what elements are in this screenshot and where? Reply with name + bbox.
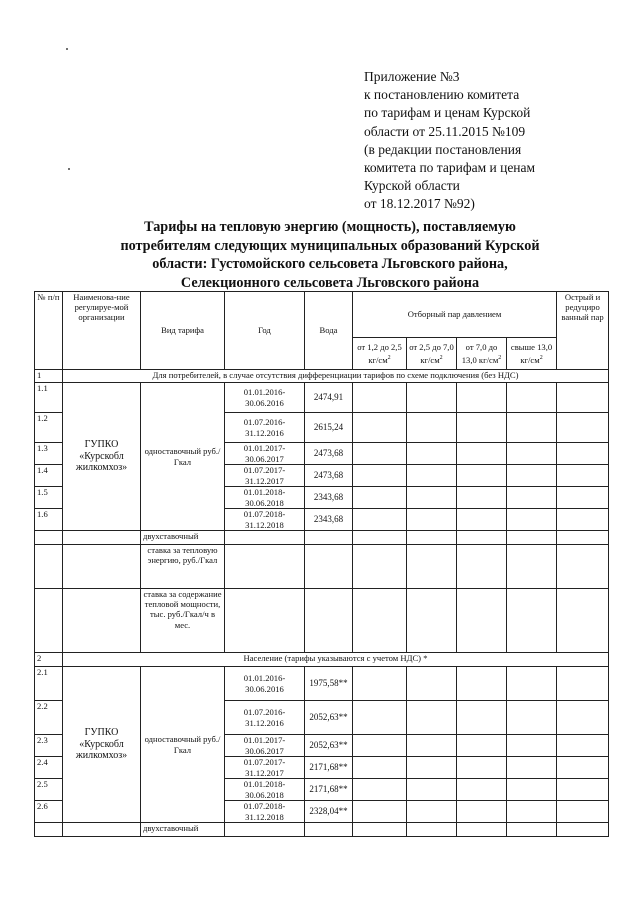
title-line: Селекционного сельсовета Льговского района (180, 274, 480, 291)
annex-line: Курской области (364, 178, 460, 194)
scan-speck (68, 168, 70, 170)
org-name: ГУПКО «Курскобл жилкомхоз» (63, 383, 141, 531)
period-cell: 01.01.2017-30.06.2017 (225, 735, 305, 757)
annex-line: от 18.12.2017 №92) (364, 196, 475, 212)
section-title: Для потребителей, в случае отсутствия дифференциации тарифов по схеме подключения (без НДС) (63, 370, 609, 383)
row-num: 2.5 (35, 779, 63, 801)
row-num: 1.5 (35, 487, 63, 509)
header-org: Наименова-ние регулируе-мой организации (63, 292, 141, 370)
water-value: 2343,68 (305, 487, 353, 509)
annex-line: области от 25.11.2015 №109 (364, 123, 526, 139)
header-tariff-type: Вид тарифа (141, 292, 225, 370)
period-cell: 01.07.2017-31.12.2017 (225, 465, 305, 487)
water-value: 2473,68 (305, 443, 353, 465)
period-cell: 01.01.2018-30.06.2018 (225, 487, 305, 509)
row-num: 1.4 (35, 465, 63, 487)
row-num: 2.2 (35, 701, 63, 735)
header-year: Год (225, 292, 305, 370)
period-cell: 01.07.2018-31.12.2018 (225, 801, 305, 823)
water-value: 2052,63** (305, 701, 353, 735)
annex-line: по тарифам и ценам Курской (364, 105, 531, 121)
tariff-type-single: одноставочный руб./Гкал (141, 383, 225, 531)
water-value: 2474,91 (305, 383, 353, 413)
annex-line: Приложение №3 (364, 69, 460, 84)
water-value: 2171,68** (305, 779, 353, 801)
period-cell: 01.07.2017-31.12.2017 (225, 757, 305, 779)
period-cell: 01.07.2016-31.12.2016 (225, 701, 305, 735)
water-value: 2343,68 (305, 509, 353, 531)
section-num: 1 (35, 370, 63, 383)
period-cell: 01.07.2018-31.12.2018 (225, 509, 305, 531)
header-steam: Отборный пар давлением (353, 292, 557, 338)
header-pressure-4: свыше 13,0 $кг/см^2$ (507, 338, 557, 370)
period-cell: 01.07.2016-31.12.2016 (225, 413, 305, 443)
title-line: Тарифы на тепловую энергию (мощность), поставляемую (144, 219, 516, 235)
tariff-type-two-part: двухставочный (141, 531, 225, 545)
row-num: 1.1 (35, 383, 63, 413)
section-num: 2 (35, 653, 63, 667)
document-title (60, 218, 600, 292)
tariff-type-two-part: двухставочный (141, 823, 225, 837)
row-num: 1.3 (35, 443, 63, 465)
period-cell: 01.01.2016-30.06.2016 (225, 667, 305, 701)
period-cell: 01.01.2018-30.06.2018 (225, 779, 305, 801)
header-pressure-1: от 1,2 до 2,5 $кг/см^2$ (353, 338, 407, 370)
period-cell: 01.01.2016-30.06.2016 (225, 383, 305, 413)
period-cell: 01.01.2017-30.06.2017 (225, 443, 305, 465)
tariff-type-single: одноставочный руб./Гкал (141, 667, 225, 823)
title-line: области: Густомойского сельсовета Льговского района, (152, 256, 508, 272)
row-num: 2.1 (35, 667, 63, 701)
annex-line: комитета по тарифам и ценам (364, 160, 536, 176)
water-value: 2473,68 (305, 465, 353, 487)
header-pressure-2: от 2,5 до 7,0 $кг/см^2$ (407, 338, 457, 370)
header-pressure-3: от 7,0 до 13,0 $кг/см^2$ (457, 338, 507, 370)
annex-line: (в редакции постановления (364, 141, 522, 157)
header-sharp-steam: Острый и редуциро ванный пар (557, 292, 609, 370)
row-num: 1.6 (35, 509, 63, 531)
water-value: 2171,68** (305, 757, 353, 779)
row-num: 1.2 (35, 413, 63, 443)
water-value: 1975,58** (305, 667, 353, 701)
rate-capacity-label: ставка за содержание тепловой мощности, тыс. руб./Гкал/ч в мес. (141, 589, 225, 653)
section-title: Население (тарифы указываются с учетом НДС) * (63, 653, 609, 667)
water-value: 2328,04** (305, 801, 353, 823)
annex-line: к постановлению комитета (364, 87, 520, 103)
row-num: 2.3 (35, 735, 63, 757)
scan-speck (66, 48, 68, 50)
header-num: № п/п (35, 292, 63, 370)
row-num: 2.6 (35, 801, 63, 823)
water-value: 2052,63** (305, 735, 353, 757)
title-line: потребителям следующих муниципальных образований Курской (120, 237, 540, 254)
rate-energy-label: ставка за тепловую энергию, руб./Гкал (141, 545, 225, 589)
row-num: 2.4 (35, 757, 63, 779)
annex-block (364, 68, 634, 214)
header-water: Вода (305, 292, 353, 370)
water-value: 2615,24 (305, 413, 353, 443)
org-name: ГУПКО «Курскобл жилкомхоз» (63, 667, 141, 823)
tariff-table (34, 291, 609, 837)
